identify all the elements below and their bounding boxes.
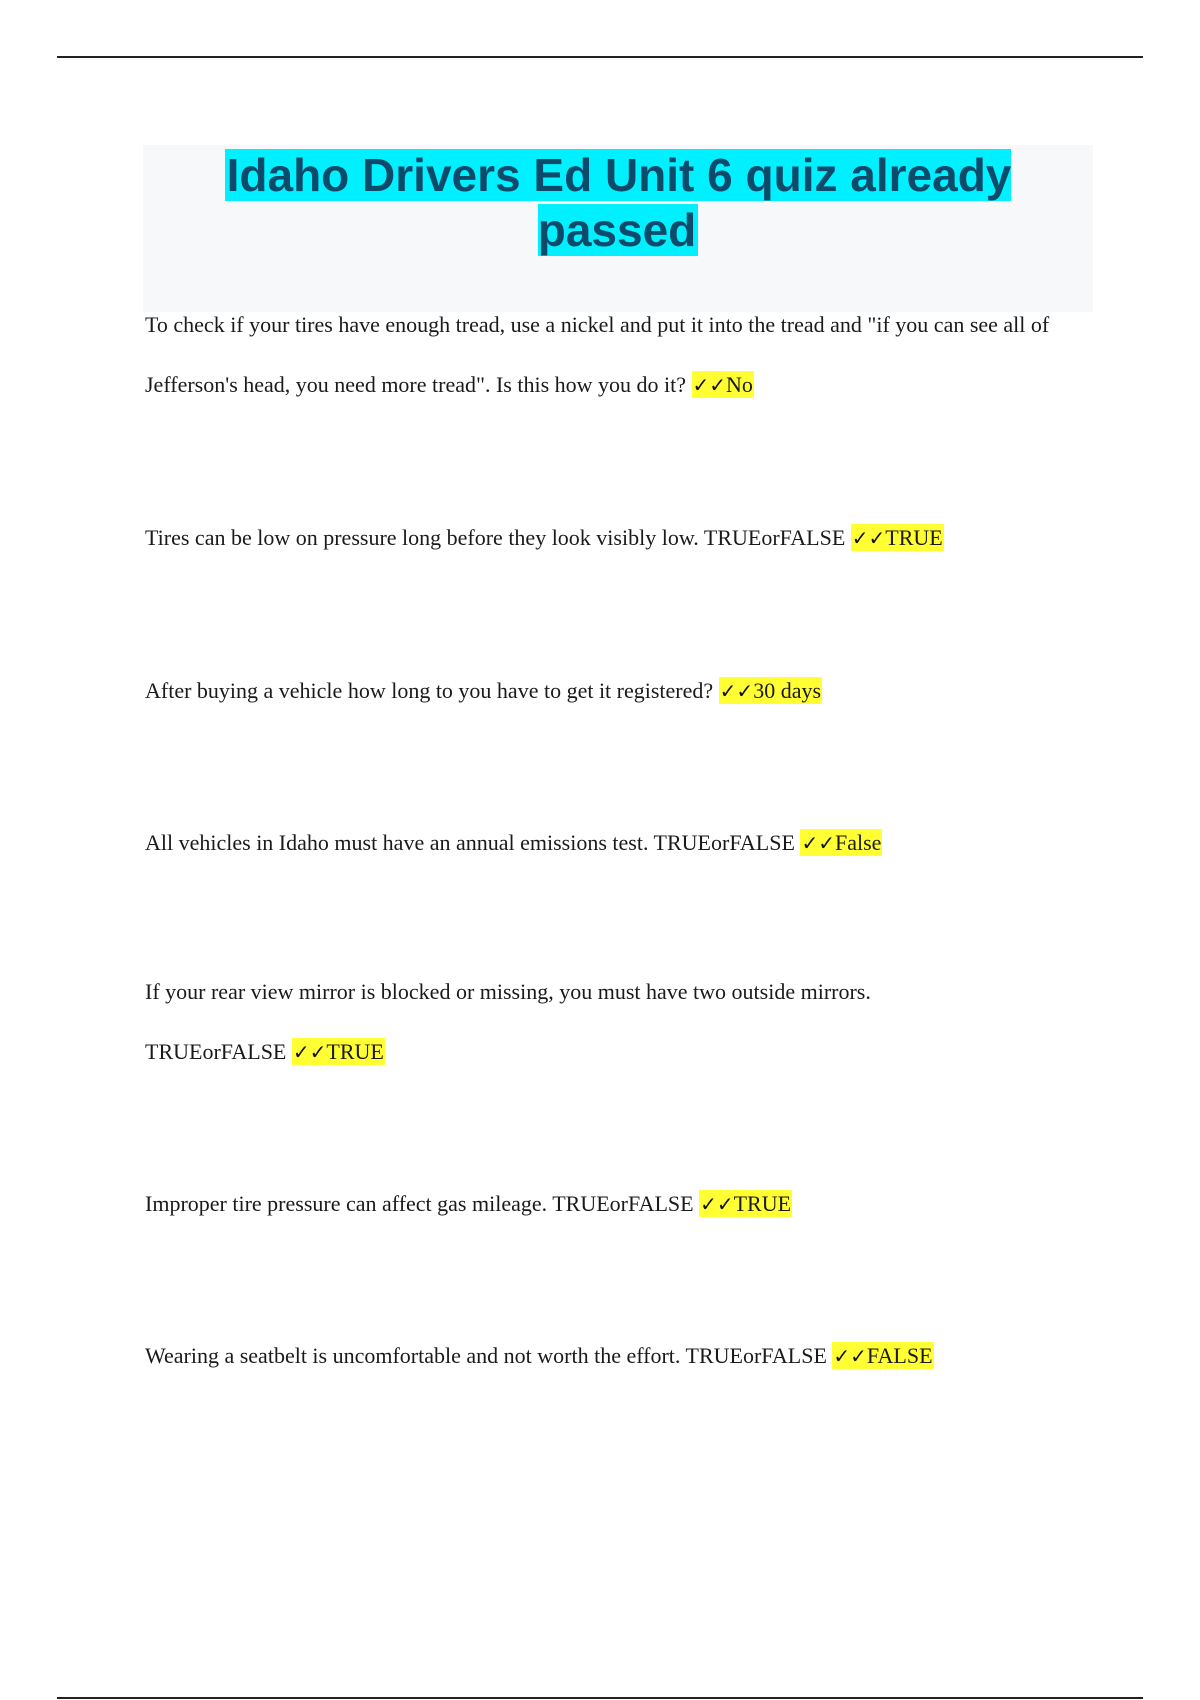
answer-highlight [800,829,882,856]
qa-item-7 [145,1326,1105,1386]
answer-text: TRUE [733,1191,792,1216]
qa-item-5 [145,962,965,1082]
qa-item-6 [145,1174,1105,1234]
top-rule [57,56,1143,58]
qa-item-4 [145,813,1105,873]
answer-highlight [851,524,944,551]
question-text: If your rear view mirror is blocked or missing, you must have two outside mirrors. TRUEorFALSE [145,979,871,1064]
question-text: To check if your tires have enough tread, use a nickel and put it into the tread and "if you can see all of Jefferson's head, you need more tread". Is this how you do it? [145,312,1050,397]
title-highlight: Idaho Drivers Ed Unit 6 quiz already passed [226,149,1012,256]
question-text: Tires can be low on pressure long before they look visibly low. TRUEorFALSE [145,525,846,550]
answer-text: TRUE [885,525,943,550]
answer-text: 30 days [753,678,822,703]
qa-item-2 [145,508,1105,568]
question-text: Improper tire pressure can affect gas mileage. TRUEorFALSE [145,1191,694,1216]
answer-text: No [726,372,753,397]
answer-text: False [834,830,882,855]
document-title [143,145,1093,258]
qa-item-3 [145,661,1105,721]
answer-highlight [699,1190,792,1217]
question-text: Wearing a seatbelt is uncomfortable and not worth the effort. TRUEorFALSE [145,1343,827,1368]
double-check-icon: ✓✓ [292,1040,327,1064]
answer-text: TRUE [326,1039,384,1064]
double-check-icon: ✓✓ [700,1192,734,1216]
bottom-rule [57,1697,1143,1699]
answer-highlight [692,371,754,398]
answer-highlight [719,677,822,704]
double-check-icon: ✓✓ [692,373,727,397]
answer-highlight [832,1342,933,1369]
double-check-icon: ✓✓ [833,1344,867,1368]
question-text: All vehicles in Idaho must have an annual emissions test. TRUEorFALSE [145,830,795,855]
double-check-icon: ✓✓ [719,679,754,703]
question-text: After buying a vehicle how long to you have to get it registered? [145,678,714,703]
double-check-icon: ✓✓ [851,526,886,550]
double-check-icon: ✓✓ [801,831,835,855]
title-block [143,145,1093,312]
qa-item-1 [145,295,1095,415]
answer-highlight [292,1038,385,1065]
answer-text: FALSE [866,1343,933,1368]
